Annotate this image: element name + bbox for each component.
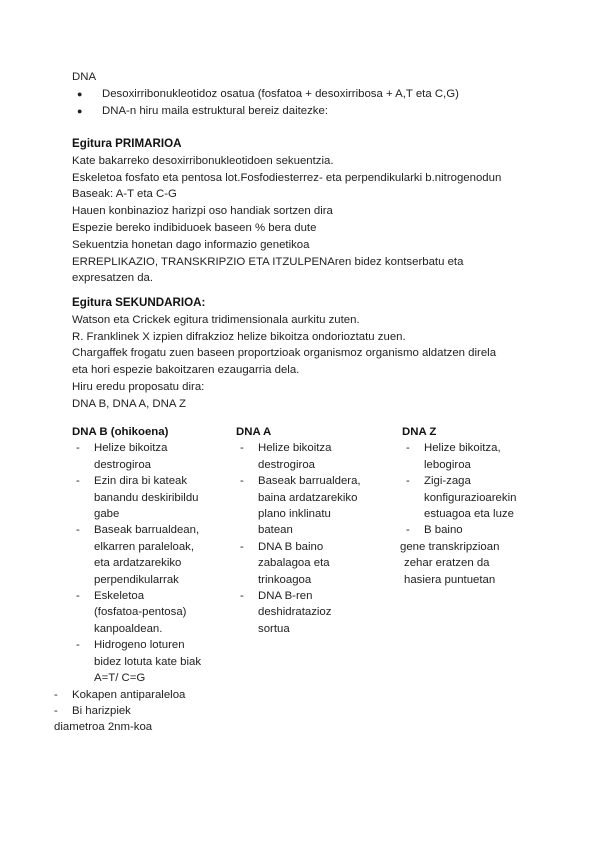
- text-line: Chargaffek frogatu zuen baseen proportzioak organismoz organismo aldatzen direla: [72, 347, 497, 360]
- text-line: Eskeletoa fosfato eta pentosa lot.Fosfodiesterrez- eta perpendikularki b.nitrogenodun: [72, 171, 502, 184]
- text-line: Espezie bereko indibiduoek baseen % bera dute: [72, 221, 317, 234]
- list-item: - DNA B-ren deshidratazioz sortua: [240, 590, 332, 635]
- intro-section: [72, 69, 542, 119]
- list-item: - DNA B baino zabalagoa eta trinkoagoa: [240, 540, 330, 586]
- primary-heading: Egitura PRIMARIOA: [72, 137, 182, 150]
- secondary-heading: Egitura SEKUNDARIOA:: [72, 296, 206, 309]
- text-line: hasiera puntuetan: [404, 573, 496, 586]
- list-item: - Baseak barrualdean, elkarren paraleloak, eta ardatzarekiko perpendikularrak: [76, 524, 200, 586]
- list-item: - Baseak barrualdera, baina ardatzarekiko plano inklinatu batean: [240, 475, 361, 537]
- text-line: Sekuentzia honetan dago informazio genetikoa: [72, 238, 310, 251]
- bullet-dot-icon: ●: [77, 88, 83, 99]
- text-line: DNA B, DNA A, DNA Z: [72, 397, 186, 410]
- text-line: zehar eratzen da: [404, 557, 490, 570]
- text-line: Baseak: A-T eta C-G: [72, 188, 177, 201]
- text-line: Watson eta Crickek egitura tridimensionala aurkitu zuten.: [72, 313, 360, 326]
- list-item: - Helize bikoitza destrogiroa: [240, 442, 332, 471]
- intro-bullet: ● DNA-n hiru maila estruktural bereiz daitezke:: [72, 103, 542, 120]
- bullet-dot-icon: ●: [77, 105, 83, 116]
- list-item: - Zigi-zaga konfigurazioarekin estuagoa eta luze: [406, 475, 517, 521]
- text-line: Kate bakarreko desoxirribonukleotidoen sekuentzia.: [72, 154, 334, 167]
- list-item: - Helize bikoitza, lebogiroa: [406, 442, 501, 471]
- list-item: - B baino: [406, 524, 463, 537]
- dna-a-heading: DNA A: [236, 426, 272, 438]
- dna-z-column: [402, 424, 552, 588]
- list-item: - Hidrogeno loturen bidez lotuta kate biak A=T/ C=G: [76, 639, 202, 685]
- dna-a-column: [236, 424, 396, 637]
- secondary-structure-section: [72, 295, 542, 413]
- text-line: expresatzen da.: [72, 272, 154, 285]
- text-line: eta hori espezie bakoitzaren ezaugarria dela.: [72, 364, 300, 377]
- list-item: - Bi harizpiek: [54, 704, 131, 717]
- list-item: - Ezin dira bi kateak banandu deskiribildu gabe: [76, 475, 199, 521]
- text-line: diametroa 2nm-koa: [54, 721, 153, 734]
- dna-b-heading: DNA B (ohikoena): [72, 426, 169, 438]
- list-item: - Helize bikoitza destrogiroa: [76, 442, 168, 471]
- text-line: Hauen konbinazioz harizpi oso handiak sortzen dira: [72, 205, 333, 218]
- text-line: gene transkripzioan: [400, 540, 500, 553]
- list-item: - Eskeletoa (fosfatoa-pentosa) kanpoaldean.: [76, 590, 187, 635]
- intro-bullet: ● Desoxirribonukleotidoz osatua (fosfatoa + desoxirribosa + A,T eta C,G): [72, 86, 542, 103]
- dna-b-column: [54, 424, 232, 736]
- intro-title: DNA: [72, 71, 97, 83]
- text-line: Hiru eredu proposatu dira:: [72, 380, 205, 393]
- dna-z-heading: DNA Z: [402, 426, 437, 438]
- primary-structure-section: [72, 136, 542, 287]
- text-line: ERREPLIKAZIO, TRANSKRIPZIO ETA ITZULPENAren bidez kontserbatu eta: [72, 255, 464, 268]
- list-item: - Kokapen antiparaleloa: [54, 688, 186, 701]
- text-line: R. Franklinek X izpien difrakzioz helize bikoitza ondorioztatu zuen.: [72, 330, 406, 343]
